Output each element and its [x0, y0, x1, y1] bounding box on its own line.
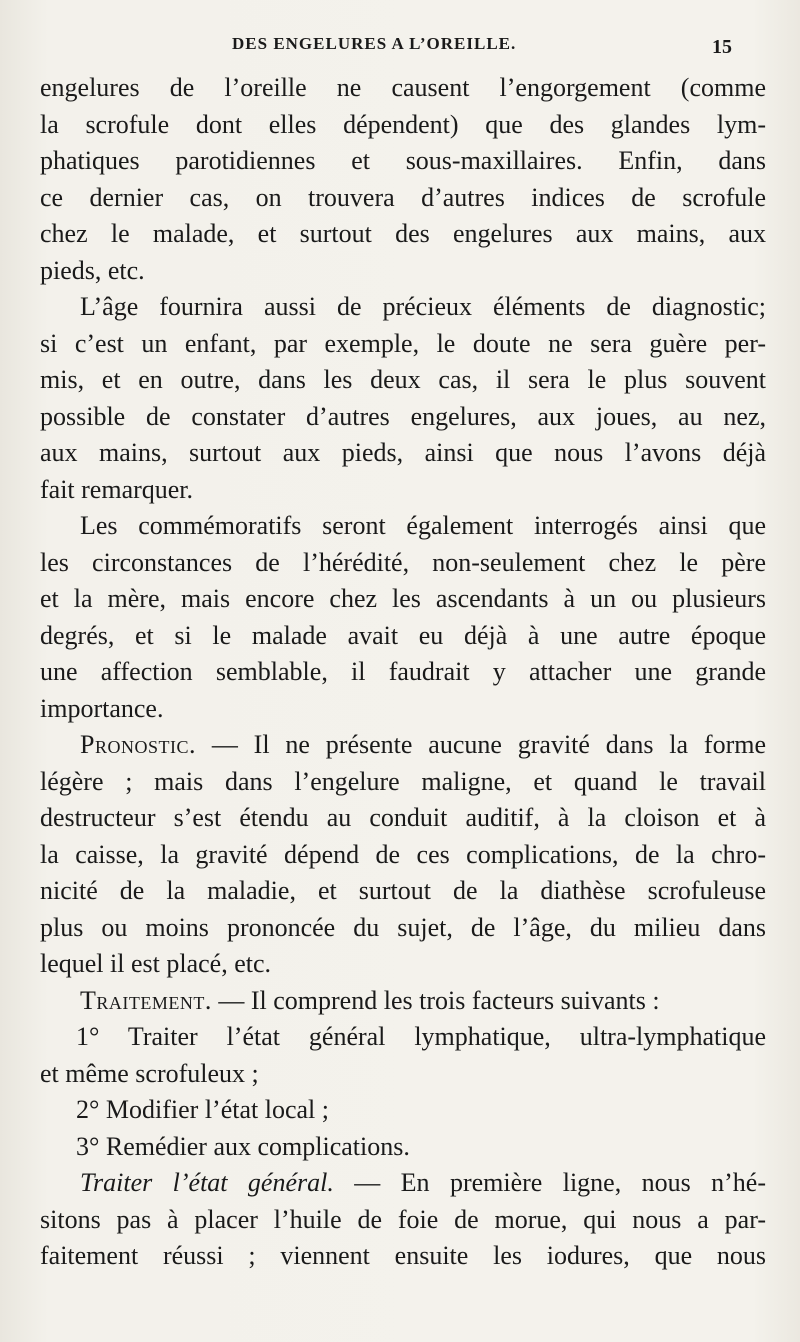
pronostic-paragraph-start: [40, 727, 766, 764]
page-number: 15: [712, 36, 732, 58]
subheading-traiter-etat-general: Traiter l’état général.: [80, 1168, 334, 1197]
text-line: une affection semblable, il faudrait y attacher une grande: [40, 657, 766, 686]
text-line: légère ; mais dans l’engelure maligne, et quand le travail: [40, 766, 766, 796]
text-line: lequel il est placé, etc.: [40, 949, 272, 978]
text-line: destructeur s’est étendu au conduit auditif, à la cloison et à: [40, 803, 766, 832]
text-line: fait remarquer.: [40, 474, 194, 504]
text-line: possible de constater d’autres engelures, aux joues, au nez,: [40, 401, 766, 431]
text-line: mis, et en outre, dans les deux cas, il sera le plus souvent: [40, 365, 766, 394]
text-line: la scrofule dont elles dépendent) que des glandes lym-: [40, 109, 766, 139]
text-line: les circonstances de l’hérédité, non-seulement chez le père: [40, 547, 766, 577]
list-item-1: 1° Traiter l’état général lymphatique, ultra-lymphatique: [76, 1022, 766, 1051]
text-line: importance.: [40, 693, 164, 723]
text-line: et même scrofuleux ;: [40, 1058, 259, 1088]
body-text: [40, 70, 766, 1275]
text-line: L’âge fournira aussi de précieux éléments de diagnostic;: [80, 292, 766, 321]
running-head: [0, 34, 800, 60]
traiter-paragraph-start: [40, 1165, 766, 1202]
running-head-title: DES ENGELURES A L’OREILLE.: [232, 34, 517, 53]
text-line: sitons pas à placer l’huile de foie de morue, qui nous a par-: [40, 1204, 766, 1234]
section-heading-pronostic: Pronostic.: [80, 730, 196, 759]
text-line: ce dernier cas, on trouvera d’autres indices de scrofule: [40, 182, 766, 212]
text-line: pieds, etc.: [40, 255, 145, 285]
text-line: chez le malade, et surtout des engelures aux mains, aux: [40, 219, 766, 248]
text-line: aux mains, surtout aux pieds, ainsi que nous l’avons déjà: [40, 438, 766, 467]
text-line: degrés, et si le malade avait eu déjà à une autre époque: [40, 620, 766, 650]
text-line: — En première ligne, nous n’hé-: [354, 1168, 766, 1197]
text-line: faitement réussi ; viennent ensuite les iodures, que nous: [40, 1241, 766, 1270]
text-line: la caisse, la gravité dépend de ces complications, de la chro-: [40, 839, 766, 869]
text-line: Les commémoratifs seront également interrogés ainsi que: [80, 511, 766, 540]
text-line: et la mère, mais encore chez les ascendants à un ou plusieurs: [40, 584, 766, 613]
traitement-paragraph-start: [40, 983, 766, 1020]
text-line: si c’est un enfant, par exemple, le doute ne sera guère per-: [40, 328, 766, 358]
text-line: nicité de la maladie, et surtout de la diathèse scrofuleuse: [40, 876, 766, 905]
text-line: — Il ne présente aucune gravité dans la forme: [211, 730, 766, 759]
section-heading-traitement: Traitement.: [80, 985, 212, 1015]
text-line: — Il comprend les trois facteurs suivants :: [218, 985, 660, 1015]
text-line: engelures de l’oreille ne causent l’engorgement (comme: [40, 73, 766, 102]
text-line: phatiques parotidiennes et sous-maxillaires. Enfin, dans: [40, 146, 766, 175]
text-line: plus ou moins prononcée du sujet, de l’âge, du milieu dans: [40, 912, 766, 942]
list-item-3: 3° Remédier aux complications.: [76, 1131, 410, 1161]
list-item-2: 2° Modifier l’état local ;: [76, 1095, 329, 1124]
